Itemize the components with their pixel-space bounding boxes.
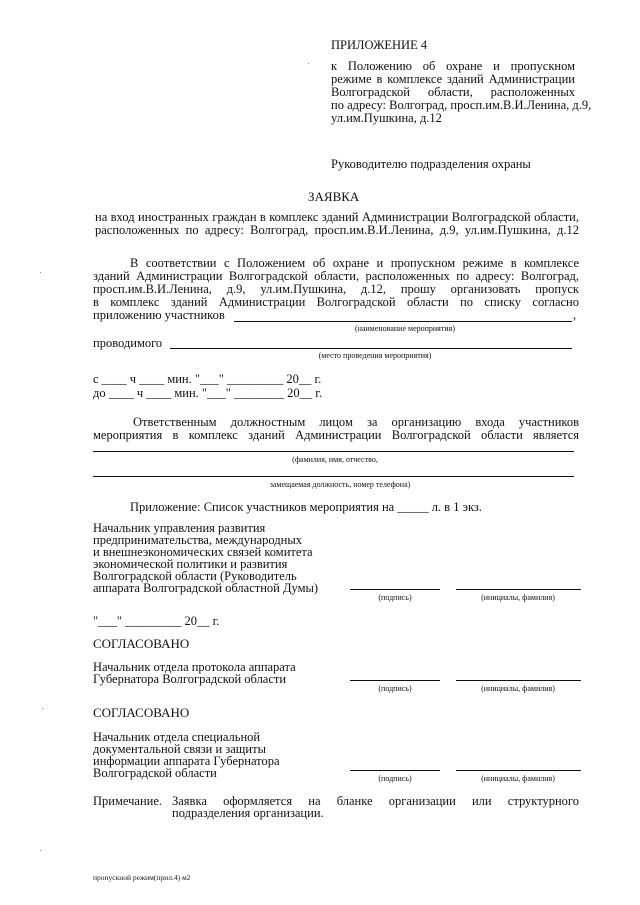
scan-speck — [42, 708, 43, 709]
caption-full-name: (фамилия, имя, отчество, — [292, 455, 378, 464]
caption-initials: (инициалы, фамилия) — [481, 593, 555, 602]
reference-line: Волгоградской области, расположенных — [331, 85, 575, 99]
head-title-line: предпринимательства, международных — [93, 533, 303, 547]
initials-field[interactable] — [456, 680, 581, 681]
note-text: Заявка оформляется на бланке организации или структурного — [172, 794, 579, 808]
held-label: проводимого — [93, 336, 163, 350]
head-title-line: Начальник управления развития — [93, 521, 266, 535]
reference-line: режиме в комплексе зданий Администрации — [331, 72, 575, 86]
special-title-line: Начальник отдела специальной — [93, 730, 261, 744]
comma: , — [573, 308, 577, 322]
caption-initials: (инициалы, фамилия) — [481, 774, 555, 783]
body-line: В соответствии с Положением об охране и пропускном режиме в комплексе — [130, 256, 579, 270]
protocol-title-line: Начальник отдела протокола аппарата — [93, 660, 296, 674]
signature-field[interactable] — [350, 589, 440, 590]
attachment-line: Приложение: Список участников мероприятия на _____ л. в 1 экз. — [130, 500, 482, 514]
head-title-line: экономической политики и развития — [93, 557, 288, 571]
note-label: Примечание. — [93, 794, 163, 808]
note-text: подразделения организации. — [172, 806, 324, 820]
body-line: мероприятия в комплекс зданий Администрации Волгоградской области является — [93, 428, 579, 442]
special-title-line: документальной связи и защиты — [93, 742, 266, 756]
document-title: ЗАЯВКА — [308, 189, 360, 204]
appendix-title: ПРИЛОЖЕНИЕ 4 — [331, 38, 428, 52]
caption-signature: (подпись) — [378, 774, 412, 783]
scan-speck — [308, 63, 309, 64]
head-title-line: аппарата Волгоградской областной Думы) — [93, 581, 319, 595]
caption-signature: (подпись) — [378, 593, 412, 602]
caption-initials: (инициалы, фамилия) — [481, 684, 555, 693]
event-name-field[interactable] — [234, 321, 572, 322]
caption-event-place: (место проведения мероприятия) — [318, 351, 432, 360]
body-line: зданий Администрации Волгоградской области, расположенных по адресу: Волгоград, — [93, 269, 579, 283]
time-from-line[interactable]: с ____ ч ____ мин. "___" _________ 20__ г. — [93, 372, 322, 386]
body-line: в комплекс зданий Администрации Волгоградской области по списку согласно — [93, 295, 579, 309]
body-line: просп.им.В.И.Ленина, д.9, ул.им.Пушкина, д.12, прошу организовать пропуск — [93, 282, 579, 296]
body-line: приложению участников — [93, 308, 225, 322]
reference-line: ул.им.Пушкина, д.12 — [331, 111, 442, 125]
responsible-position-field[interactable] — [93, 476, 574, 477]
initials-field[interactable] — [456, 589, 581, 590]
initials-field[interactable] — [456, 770, 581, 771]
event-place-field[interactable] — [170, 348, 572, 349]
protocol-title-line: Губернатора Волгоградской области — [93, 672, 287, 686]
reference-line: к Положению об охране и пропускном — [331, 59, 575, 73]
footer-filename: пропускной режим(прил.4) м2 — [93, 873, 191, 882]
body-line: Ответственным должностным лицом за организацию входа участников — [133, 415, 579, 429]
scan-speck — [40, 850, 41, 851]
caption-event-name: (наименование мероприятия) — [355, 324, 455, 333]
head-title-line: Волгоградской области (Руководитель — [93, 569, 297, 583]
addressee: Руководителю подразделения охраны — [331, 157, 531, 171]
reference-line: по адресу: Волгоград, просп.им.В.И.Ленина, д.9, — [331, 98, 592, 112]
responsible-person-field[interactable] — [93, 451, 574, 452]
agreed-heading: СОГЛАСОВАНО — [93, 636, 190, 651]
head-title-line: и внешнеэкономических связей комитета — [93, 545, 313, 559]
subtitle-line: на вход иностранных граждан в комплекс зданий Администрации Волгоградской области, — [95, 210, 579, 224]
date-line[interactable]: "___" _________ 20__ г. — [93, 614, 220, 628]
time-to-line[interactable]: до ____ ч ____ мин. "___" ________ 20__ г. — [93, 386, 323, 400]
special-title-line: Волгоградской области — [93, 766, 217, 780]
scan-speck — [40, 272, 41, 273]
signature-field[interactable] — [350, 680, 440, 681]
signature-field[interactable] — [350, 770, 440, 771]
caption-signature: (подпись) — [378, 684, 412, 693]
caption-position-phone: замещаемая должность, номер телефона) — [269, 480, 411, 489]
agreed-heading: СОГЛАСОВАНО — [93, 705, 190, 720]
subtitle-line: расположенных по адресу: Волгоград, просп.им.В.И.Ленина, д.9, ул.им.Пушкина, д.12 — [95, 223, 579, 237]
special-title-line: информации аппарата Губернатора — [93, 754, 280, 768]
